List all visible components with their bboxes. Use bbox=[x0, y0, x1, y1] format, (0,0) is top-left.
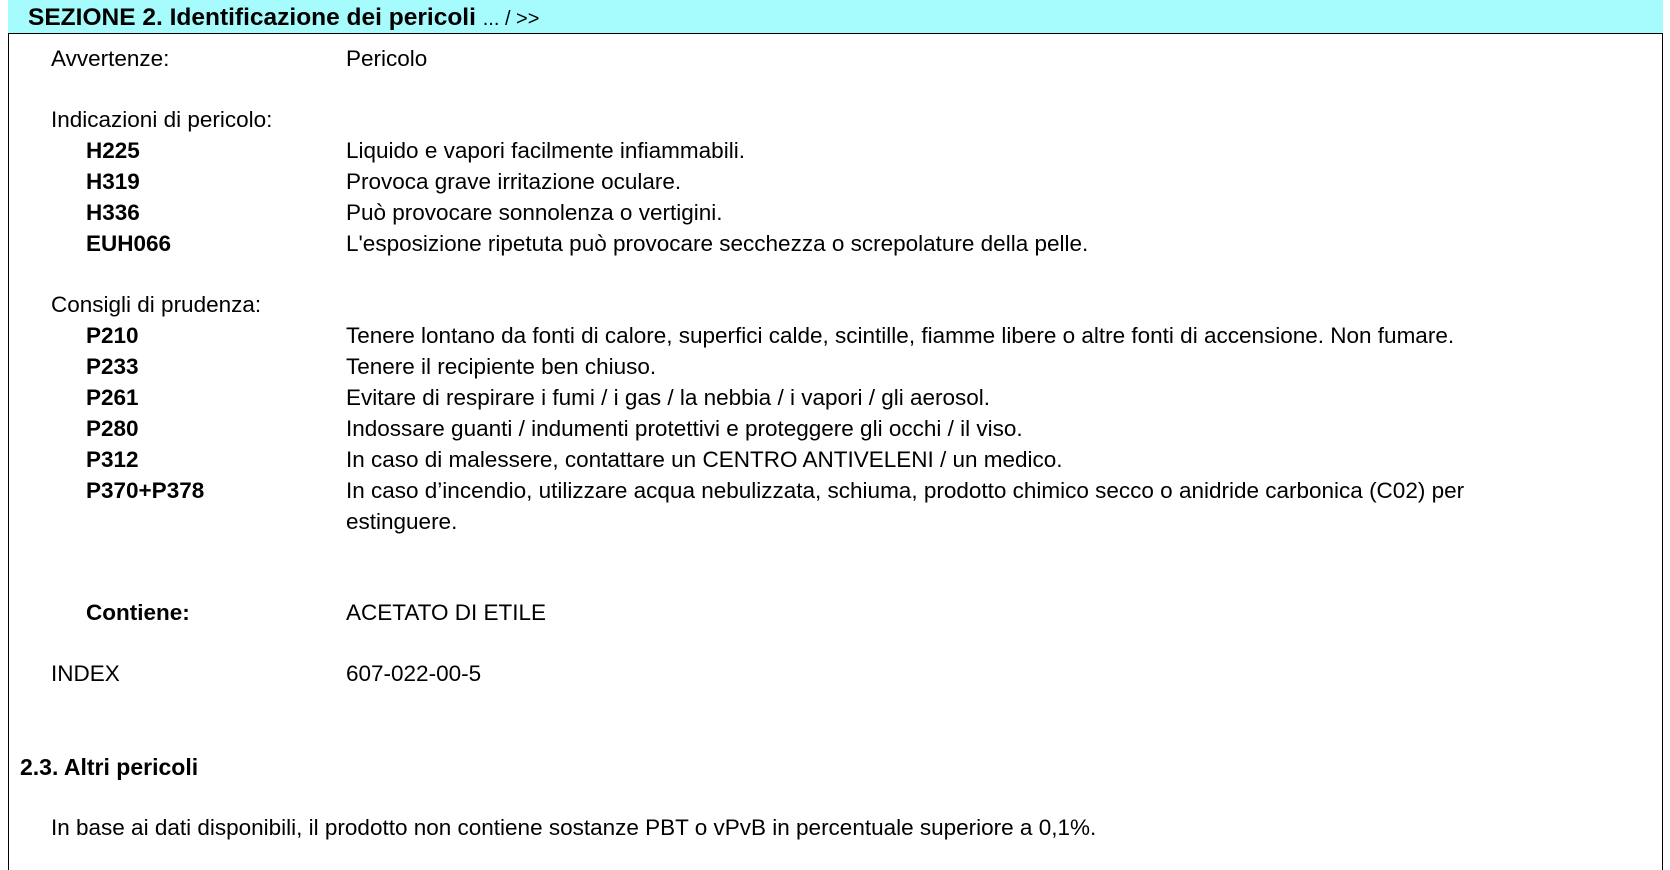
hazard-code: H336 bbox=[86, 200, 140, 225]
section-continuation: ... / >> bbox=[482, 8, 540, 30]
contains-value: ACETATO DI ETILE bbox=[346, 600, 547, 625]
hazard-code: H225 bbox=[86, 138, 140, 163]
precaution-text: In caso di malessere, contattare un CENTRO ANTIVELENI / un medico. bbox=[346, 447, 1063, 472]
index-value: 607-022-00-5 bbox=[346, 661, 482, 686]
precaution-text: Evitare di respirare i fumi / i gas / la nebbia / i vapori / gli aerosol. bbox=[346, 385, 991, 410]
section-header bbox=[8, 0, 1663, 34]
other-hazards-text: In base ai dati disponibili, il prodotto non contiene sostanze PBT o vPvB in percentuale superiore a 0,1%. bbox=[51, 815, 1097, 840]
precautionary-statements-label: Consigli di prudenza: bbox=[51, 292, 262, 317]
section-title-text: SEZIONE 2. Identificazione dei pericoli bbox=[28, 4, 476, 31]
precaution-text: In caso d’incendio, utilizzare acqua nebulizzata, schiuma, prodotto chimico secco o anidride carbonica (C02) per bbox=[346, 478, 1465, 503]
precaution-text: Indossare guanti / indumenti protettivi e proteggere gli occhi / il viso. bbox=[346, 416, 1023, 441]
hazard-code: EUH066 bbox=[86, 231, 172, 256]
index-label: INDEX bbox=[51, 661, 120, 686]
hazard-text: Può provocare sonnolenza o vertigini. bbox=[346, 200, 723, 225]
precaution-code: P210 bbox=[86, 323, 139, 348]
precaution-code: P370+P378 bbox=[86, 478, 205, 503]
section-title bbox=[28, 4, 539, 32]
precaution-code: P233 bbox=[86, 354, 139, 379]
precaution-text: Tenere il recipiente ben chiuso. bbox=[346, 354, 657, 379]
hazard-code: H319 bbox=[86, 169, 140, 194]
precaution-text-continued: estinguere. bbox=[346, 509, 458, 534]
signal-word-value: Pericolo bbox=[346, 46, 428, 71]
hazard-statements-label: Indicazioni di pericolo: bbox=[51, 107, 273, 132]
precaution-code: P280 bbox=[86, 416, 139, 441]
hazard-text: Provoca grave irritazione oculare. bbox=[346, 169, 682, 194]
precaution-text: Tenere lontano da fonti di calore, superfici calde, scintille, fiamme libere o altre fonti di accensione. Non fumare. bbox=[346, 323, 1455, 348]
contains-label: Contiene: bbox=[86, 600, 190, 625]
other-hazards-title: 2.3. Altri pericoli bbox=[20, 754, 199, 780]
precaution-code: P261 bbox=[86, 385, 139, 410]
hazard-text: Liquido e vapori facilmente infiammabili. bbox=[346, 138, 745, 163]
signal-word-label: Avvertenze: bbox=[51, 46, 170, 71]
precaution-code: P312 bbox=[86, 447, 139, 472]
hazard-text: L'esposizione ripetuta può provocare secchezza o screpolature della pelle. bbox=[346, 231, 1089, 256]
